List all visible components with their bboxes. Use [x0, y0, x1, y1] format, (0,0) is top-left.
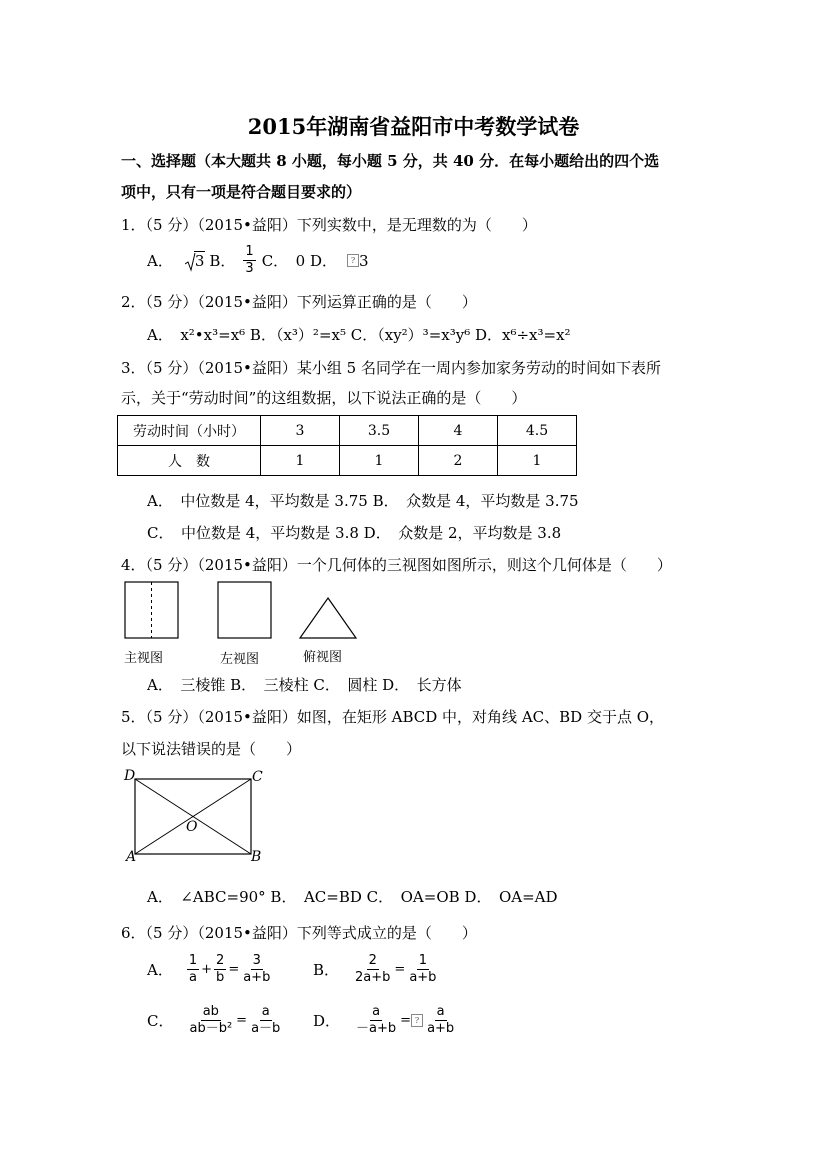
table-cell: 3: [261, 416, 340, 446]
table-cell: 3.5: [340, 416, 419, 446]
denominator: a+b: [409, 970, 437, 985]
point-label-b: B: [251, 849, 262, 865]
table-cell: 人 数: [118, 446, 261, 476]
denominator: a+b: [243, 970, 271, 985]
section-heading-line2: 项中，只有一项是符合题目要求的）: [121, 183, 362, 201]
denominator: a－b: [251, 1021, 281, 1036]
operator: =: [394, 962, 406, 977]
option-label: C．: [147, 1012, 174, 1030]
point-label-o: O: [186, 819, 198, 835]
denominator: a: [189, 970, 197, 985]
q6-stem: 6．（5 分）（2015•益阳）下列等式成立的是（ ）: [121, 924, 477, 942]
table-cell: 2: [419, 446, 498, 476]
section-heading-line1: 一、选择题（本大题共 8 小题，每小题 5 分，共 40 分．在每小题给出的四个选: [121, 152, 660, 170]
missing-glyph-icon: ?: [347, 254, 359, 267]
top-view-triangle: [300, 598, 356, 638]
q1-b-fraction: [243, 244, 255, 277]
operator: =: [228, 962, 240, 977]
q6-option-d: [313, 1004, 458, 1037]
operator: =: [400, 1013, 412, 1028]
denominator: b: [216, 970, 225, 985]
option-label: B．: [313, 961, 340, 979]
q2-options: A． x²•x³=x⁶ B．（x³）²=x⁵ C．（xy²）³=x³y⁶ D．x⁶÷x³=x²: [147, 326, 571, 344]
denominator: －a+b: [356, 1021, 397, 1036]
q5-stem-line2: 以下说法错误的是（ ）: [121, 740, 302, 758]
fraction: [425, 1004, 456, 1037]
q1-stem: 1．（5 分）（2015•益阳）下列实数中，是无理数的为（ ）: [121, 216, 537, 234]
numerator: 1: [245, 244, 254, 259]
table-cell: 劳动时间（小时）: [118, 416, 261, 446]
q6-option-c: [147, 1004, 284, 1037]
rectangle-figure: [120, 765, 270, 870]
missing-glyph-icon: ?: [411, 1014, 423, 1027]
option-label: A．: [147, 961, 173, 979]
numerator: 1: [188, 953, 198, 968]
table-cell: 1: [498, 446, 577, 476]
table-row: [118, 446, 577, 476]
numerator: 2: [368, 953, 377, 968]
denominator: a+b: [427, 1021, 455, 1036]
fraction: [354, 1004, 398, 1037]
point-label-c: C: [252, 769, 263, 785]
q5-options: A． ∠ABC=90° B． AC=BD C． OA=OB D． OA=AD: [147, 888, 558, 906]
q6-option-a: [147, 953, 274, 986]
table-cell: 4.5: [498, 416, 577, 446]
operator: =: [236, 1013, 248, 1028]
top-view-label: 俯视图: [303, 650, 343, 665]
numerator: a: [372, 1004, 381, 1019]
q3-stem-line2: 示，关于“劳动时间”的这组数据，以下说法正确的是（ ）: [121, 389, 527, 407]
q4-options: A． 三棱锥 B． 三棱柱 C． 圆柱 D． 长方体: [147, 676, 462, 694]
fraction: [241, 953, 272, 986]
table-cell: 1: [340, 446, 419, 476]
numerator: 3: [252, 953, 261, 968]
fraction: [407, 953, 438, 986]
fraction: [214, 953, 226, 986]
q1-a-radicand: 3: [194, 251, 205, 270]
fraction: [187, 1004, 234, 1037]
q1-c-text: C． 0 D．: [261, 252, 338, 270]
table-row: [118, 416, 577, 446]
fraction: [187, 953, 199, 986]
q1-b-label: B．: [209, 252, 236, 270]
front-view-label: 主视图: [124, 651, 164, 666]
three-views-figure: [120, 578, 370, 646]
q2-stem: 2．（5 分）（2015•益阳）下列运算正确的是（ ）: [121, 293, 477, 311]
numerator: a: [261, 1004, 270, 1019]
page-title: 2015年湖南省益阳市中考数学试卷: [247, 114, 580, 139]
q3-options-ab: A． 中位数是 4，平均数是 3.75 B． 众数是 4，平均数是 3.75: [147, 492, 579, 510]
sqrt-symbol: [185, 252, 206, 270]
point-label-a: A: [126, 849, 137, 865]
q3-options-cd: C． 中位数是 4，平均数是 3.8 D． 众数是 2，平均数是 3.8: [147, 524, 562, 542]
labor-time-table: [117, 415, 577, 476]
numerator: a: [436, 1004, 445, 1019]
denominator: 2a+b: [355, 970, 391, 985]
numerator: ab: [202, 1004, 219, 1019]
option-label: D．: [313, 1012, 341, 1030]
q1-a-label: A．: [147, 252, 173, 270]
numerator: 1: [418, 953, 428, 968]
table-cell: 4: [419, 416, 498, 446]
numerator: 2: [216, 953, 225, 968]
q5-stem-line1: 5．（5 分）（2015•益阳）如图，在矩形 ABCD 中，对角线 AC、BD 交于点 O，: [121, 708, 665, 726]
denominator: ab－b²: [189, 1021, 233, 1036]
q3-stem-line1: 3．（5 分）（2015•益阳）某小组 5 名同学在一周内参加家务劳动的时间如下表所: [121, 359, 661, 377]
q1-d-text: 3: [359, 251, 369, 270]
side-view-rect: [218, 582, 271, 638]
q6-option-b: [313, 953, 440, 986]
q1-options: [147, 244, 369, 277]
denominator: 3: [245, 261, 254, 276]
table-cell: 1: [261, 446, 340, 476]
side-view-label: 左视图: [220, 652, 260, 667]
fraction: [249, 1004, 282, 1037]
operator: +: [201, 962, 213, 977]
point-label-d: D: [124, 768, 136, 784]
q4-stem: 4．（5 分）（2015•益阳）一个几何体的三视图如图所示，则这个几何体是（ ）: [121, 556, 672, 574]
fraction: [353, 953, 392, 986]
